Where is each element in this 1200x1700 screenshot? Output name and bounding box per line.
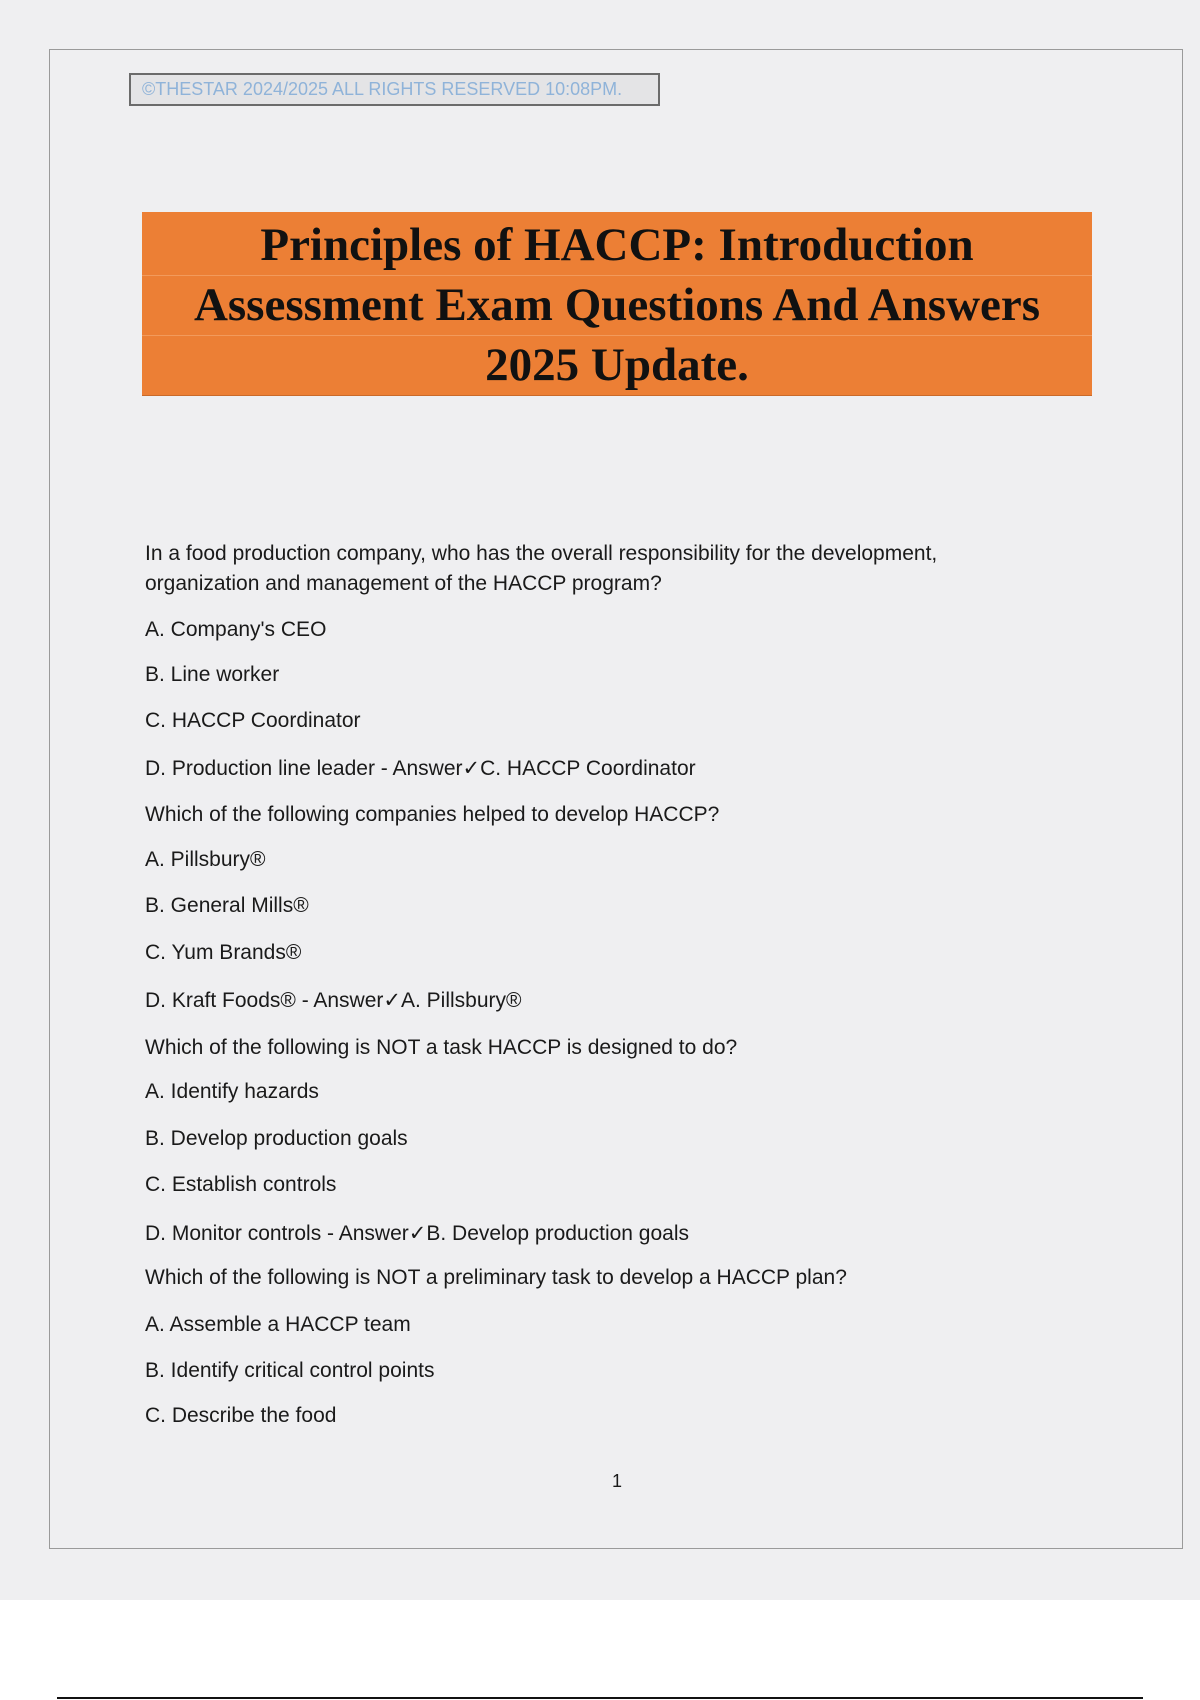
answer-option: C. Establish controls	[145, 1173, 337, 1196]
question-text: Which of the following is NOT a preliminary task to develop a HACCP plan?	[145, 1266, 847, 1289]
answer-option: B. Identify critical control points	[145, 1359, 435, 1382]
title-banner	[142, 212, 1092, 395]
document-title-line-3: 2025 Update.	[485, 339, 749, 391]
document-title-line-2: Assessment Exam Questions And Answers	[142, 276, 1092, 336]
answer-option: A. Pillsbury®	[145, 848, 266, 871]
answer-option: A. Identify hazards	[145, 1080, 319, 1103]
answer-option-with-answer: D. Monitor controls - Answer✓B. Develop production goals	[145, 1222, 690, 1245]
answer-option: B. Develop production goals	[145, 1127, 408, 1150]
answer-option: B. Line worker	[145, 663, 280, 686]
question-text: Which of the following companies helped to develop HACCP?	[145, 803, 720, 826]
answer-option-with-answer: D. Production line leader - Answer✓C. HACCP Coordinator	[145, 757, 696, 780]
page-number: 1	[611, 1471, 622, 1491]
answer-option: A. Assemble a HACCP team	[145, 1313, 411, 1336]
answer-option: C. Yum Brands®	[145, 941, 302, 964]
answer-option: C. HACCP Coordinator	[145, 709, 361, 732]
question-text: organization and management of the HACCP program?	[145, 572, 662, 595]
answer-option: A. Company's CEO	[145, 618, 327, 641]
answer-option: B. General Mills®	[145, 894, 309, 917]
answer-option: C. Describe the food	[145, 1404, 337, 1427]
question-text: In a food production company, who has the overall responsibility for the development,	[145, 542, 938, 565]
page-divider	[57, 1697, 1143, 1699]
question-text: Which of the following is NOT a task HACCP is designed to do?	[145, 1036, 738, 1059]
copyright-notice: ©THESTAR 2024/2025 ALL RIGHTS RESERVED 10:08PM.	[129, 73, 660, 106]
document-title-line-1: Principles of HACCP: Introduction	[142, 216, 1092, 276]
answer-option-with-answer: D. Kraft Foods® - Answer✓A. Pillsbury®	[145, 989, 522, 1012]
